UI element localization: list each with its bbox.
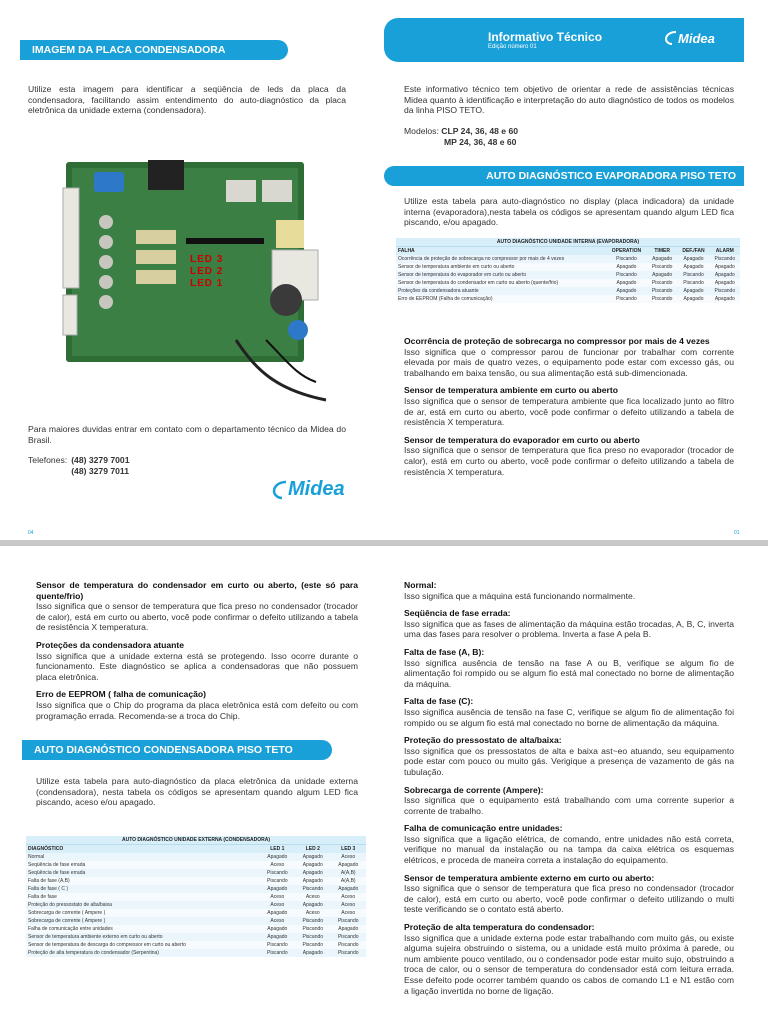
section-title: Sensor de temperatura ambiente em curto ou aberto (404, 385, 618, 396)
section (404, 696, 734, 728)
cond-table-cell: Aceso (331, 853, 367, 861)
evap-table-header-2: TIMER (647, 247, 677, 255)
cond-table-cell: Aceso (295, 893, 330, 901)
evap-table-cell: Apagado (677, 287, 709, 295)
cond-table-row (26, 949, 366, 957)
evap-table-row (396, 287, 740, 295)
cond-table-cell: Apagado (295, 853, 330, 861)
evap-table-header-0: FALHA (396, 247, 606, 255)
cond-table-row (26, 877, 366, 885)
phones-label: Telefones: (28, 455, 68, 466)
cond-table-cell: Apagado (295, 901, 330, 909)
cond-table-cell: Aceso (260, 917, 295, 925)
cond-table-cell: Piscando (260, 941, 295, 949)
page-2 (0, 546, 768, 1024)
section (404, 785, 734, 817)
cond-table-cell: Sensor de temperatura ambiente externo em curto ou aberto (26, 933, 260, 941)
cond-table-caption: AUTO DIAGNÓSTICO UNIDADE EXTERNA (CONDENSADORA) (26, 836, 366, 845)
cond-banner-label: AUTO DIAGNÓSTICO CONDENSADORA PISO TETO (34, 744, 293, 756)
evap-table-row (396, 255, 740, 263)
evap-table-cell: Apagado (710, 271, 740, 279)
footer-logo (272, 478, 345, 501)
contact (28, 424, 346, 476)
evap-table-header-1: OPERATION (606, 247, 647, 255)
section-title: Ocorrência de proteção de sobrecarga no compressor por mais de 4 vezes (404, 336, 710, 346)
cond-table-cell: Proteção do pressostato de alta/baixa (26, 901, 260, 909)
section (404, 435, 734, 477)
section-title: Sobrecarga de corrente (Ampere): (404, 784, 544, 795)
section-title: Proteção do pressostato de alta/baixa: (404, 735, 562, 746)
footer-logo-text: Midea (288, 478, 345, 500)
cond-banner (22, 740, 332, 760)
evap-table-cell: Apagado (606, 263, 647, 271)
cond-table-cell: Aceso (331, 901, 367, 909)
placa-banner-label: IMAGEM DA PLACA CONDENSADORA (32, 44, 226, 56)
cond-table-cell: Apagado (331, 885, 367, 893)
cond-table-cell: Piscando (260, 869, 295, 877)
intro-left (28, 84, 346, 116)
contact-text: Para maiores duvidas entrar em contato com o departamento técnico da Midea do Brasil. (28, 424, 346, 445)
section-body: Isso significa que o sensor de temperatura ambiente que fica localizado junto ao filtro de ar, está em curto ou aberto, você pode confirmar o defeito utilizando a tabela de resistência X temperatura. (404, 395, 734, 428)
section-body: Isso significa que a ligação elétrica, de comando, entre unidades não está correta, verifique no manual da instalação ou na tampa da caixa elétrica os esquemas elétricos, e proceda de maneira correta a instalação do equipamento. (404, 833, 734, 866)
evap-table-cell: Piscando (647, 263, 677, 271)
header-subtitle: Edição número 01 (488, 44, 537, 50)
evap-banner-label: AUTO DIAGNÓSTICO EVAPORADORA PISO TETO (486, 170, 736, 182)
cond-table-cell: Piscando (295, 885, 330, 893)
section (404, 580, 734, 601)
header-title: Informativo Técnico (488, 30, 603, 44)
section-title: Erro de EEPROM ( falha de comunicação) (36, 689, 207, 700)
cond-table-cell: Aceso (260, 901, 295, 909)
section (404, 336, 734, 378)
cond-table-cell: A(A,B) (331, 869, 367, 877)
cond-table-cell: Sobrecarga de corrente ( Ampere ) (26, 909, 260, 917)
evap-table-cell: Piscando (677, 271, 709, 279)
section-body: Isso significa que o sensor de temperatura que fica preso no evaporador (trocador de calor), está em curto ou aberto, você pode confirmar o defeito utilizando a tabela de resistência X temperatura. (404, 445, 734, 477)
cond-table-cell: Piscando (295, 933, 330, 941)
evap-table-header-3: DEF./FAN (677, 247, 709, 255)
led-3-label: LED 3 (190, 254, 224, 265)
cond-table-cell: Falha de comunicação entre unidades (26, 925, 260, 933)
cond-table-row (26, 917, 366, 925)
models-line-2: MP 24, 36, 48 e 60 (444, 136, 517, 147)
evap-banner (384, 166, 744, 186)
models (404, 126, 734, 147)
section-body: Isso significa que os pressostatos de alta e baixa ast~eo atuando, seu equipamento pode estar com pouco ou muito gás. Verigique a presença de vazamento de gás na tubulação. (404, 745, 734, 777)
cond-table-row (26, 901, 366, 909)
evap-table-row (396, 295, 740, 303)
p2-right (404, 580, 734, 1003)
cond-table-cell: Piscando (260, 949, 295, 957)
cond-table (26, 836, 366, 957)
cond-table-row (26, 941, 366, 949)
evap-table-cell: Apagado (647, 271, 677, 279)
section-title: Proteções da condensadora atuante (36, 639, 185, 650)
phone-1: (48) 3279 7001 (71, 455, 130, 466)
cond-table-row (26, 925, 366, 933)
cond-table-cell: Apagado (295, 869, 330, 877)
evap-table-cell: Apagado (606, 287, 647, 295)
cond-table-cell: Piscando (295, 941, 330, 949)
section (404, 608, 734, 640)
cond-table-cell: Seqüência de fase errada (26, 861, 260, 869)
cond-table-cell: Apagado (331, 925, 367, 933)
evap-table-cell: Piscando (647, 295, 677, 303)
evap-table-cell: Piscando (606, 255, 647, 263)
evap-explanations (404, 336, 734, 484)
p2-left-top (36, 580, 358, 728)
evap-table-cell: Proteções da condensadora atuante (396, 287, 606, 295)
cond-table-row (26, 869, 366, 877)
cond-table-row (26, 933, 366, 941)
cond-table-cell: A(A,B) (331, 877, 367, 885)
evap-table-cell: Sensor de temperatura ambiente em curto ou aberto (396, 263, 606, 271)
evap-table (396, 238, 740, 303)
cond-table-cell: Seqüência de fase errada (26, 869, 260, 877)
cond-table-cell: Apagado (295, 949, 330, 957)
cond-table-row (26, 909, 366, 917)
cond-table-row (26, 853, 366, 861)
evap-table-row (396, 263, 740, 271)
placa-banner (20, 40, 288, 60)
section-body: Isso significa que as fases de alimentação da máquina estão trocadas, A, B, C, inverta uma das fases para resolver o problema. Inverta a fase A pela B. (404, 618, 734, 640)
evap-table-cell: Apagado (710, 263, 740, 271)
evap-table-cell: Apagado (677, 295, 709, 303)
evap-table-cell: Piscando (677, 279, 709, 287)
evap-table-row (396, 279, 740, 287)
evap-table-cell: Ocorrência de proteção de sobrecarga no compressor por mais de 4 vezes (396, 255, 606, 263)
phone-2: (48) 3279 7011 (71, 465, 130, 476)
header-logo (664, 30, 715, 46)
evap-table-cell: Piscando (710, 287, 740, 295)
cond-table-cell: Piscando (295, 917, 330, 925)
section (404, 735, 734, 777)
header-logo-text: Midea (678, 30, 715, 46)
section-body: Isso significa que o compressor parou de funcionar por trabalhar com corrente elevada por mais de quatro vezes, o equipamento pode estar com excesso gás, ou trabalhando em baixa tensão, ou sua alimentação está sub-dimencionada. (404, 346, 734, 378)
section (404, 647, 734, 689)
led-2-label: LED 2 (190, 266, 224, 277)
section-title: Sensor de temperatura ambiente externo em curto ou aberto: (404, 872, 655, 883)
section-title: Falta de fase (A, B): (404, 646, 485, 657)
section-body: Isso significa que a unidade externa está se protegendo. Isso ocorre durante o funcionamento. Este diagnóstico se aplica a condensadoras que não possuem placa eletrônica. (36, 650, 358, 682)
section-title: Normal: (404, 580, 437, 590)
cond-table-cell: Piscando (331, 917, 367, 925)
evap-table-cell: Apagado (677, 255, 709, 263)
cond-table-cell: Normal (26, 853, 260, 861)
cond-table-cell: Proteção de alta temperatura do condensador (Serpentina) (26, 949, 260, 957)
section (404, 873, 734, 915)
evap-table-cell: Apagado (710, 295, 740, 303)
section-body: Isso significa que a unidade externa pode estar trabalhando com muito gás, ou existe alguma sujeira obstruindo o sistema, ou a unidade está muito próxima à parede, ou num ambiente pouco ventilado, ou o condensador pode estar muito sujo, obstruindo a troca de calor, ou o sensor de temperatura do condensador está com leitura errada. Esse defeito pode ocorrer também quando os cabos de comando L1 e N1 estão com a ligação invertida no borne de ligação. (404, 932, 734, 996)
evap-table-cell: Piscando (647, 287, 677, 295)
cond-table-cell: Piscando (295, 925, 330, 933)
cond-table-cell: Apagado (260, 933, 295, 941)
cond-table-cell: Falta de fase (A,B) (26, 877, 260, 885)
section-title: Sensor de temperatura do evaporador em curto ou aberto (404, 434, 640, 445)
section (36, 689, 358, 721)
evap-table-cell: Piscando (647, 279, 677, 287)
section-body: Isso significa que o sensor de temperatura que fica preso no condensador (trocador de calor), está em curto ou aberto, você pode confirmar o defeito utilizando a tabela de resistência X temperatura. (36, 601, 358, 633)
page-number-right: 01 (734, 530, 740, 536)
intro-right-text: Este informativo técnico tem objetivo de orientar a rede de assistências técnicas Midea quanto à identificação e interpretação do auto diagnóstico de todos os modelos da linha PISO TETO. (404, 84, 734, 116)
section-title: Proteção de alta temperatura do condensador: (404, 922, 595, 933)
evap-table-row (396, 271, 740, 279)
models-line-1: CLP 24, 36, 48 e 60 (441, 126, 519, 136)
section-title: Falta de fase (C): (404, 696, 474, 707)
cond-table-cell: Aceso (331, 893, 367, 901)
cond-table-cell: Apagado (331, 861, 367, 869)
section (404, 385, 734, 427)
cond-intro (36, 776, 358, 808)
evap-table-cell: Apagado (710, 279, 740, 287)
cond-table-header-1: LED 1 (260, 845, 295, 853)
cond-table-row (26, 885, 366, 893)
evap-table-cell: Apagado (606, 279, 647, 287)
section (36, 640, 358, 682)
evap-table-cell: Apagado (647, 255, 677, 263)
evap-table-cell: Piscando (710, 255, 740, 263)
cond-table-cell: Piscando (331, 949, 367, 957)
evap-table-cell: Piscando (606, 295, 647, 303)
cond-table-header-3: LED 3 (331, 845, 367, 853)
evap-intro (404, 196, 734, 228)
cond-table-row (26, 861, 366, 869)
cond-table-cell: Piscando (331, 941, 367, 949)
evap-table-cell: Sensor de temperatura do condensador em curto ou aberto (quente/frio) (396, 279, 606, 287)
cond-table-cell: Falta de fase ( C ) (26, 885, 260, 893)
cond-table-header-2: LED 2 (295, 845, 330, 853)
section-body: Isso significa que o Chip do programa da placa eletrônica está com defeito ou com programação errada. Recomenda-se a troca do Chip. (36, 699, 358, 721)
cond-table-cell: Apagado (295, 861, 330, 869)
models-label: Modelos: (404, 126, 439, 136)
section-title: Falha de comunicação entre unidades: (404, 823, 563, 834)
led-1-label: LED 1 (190, 278, 224, 289)
section (36, 580, 358, 633)
section (404, 922, 734, 996)
cond-table-cell: Apagado (295, 877, 330, 885)
cond-table-cell: Aceso (260, 893, 295, 901)
cond-table-cell: Apagado (260, 925, 295, 933)
cond-table-row (26, 893, 366, 901)
cond-table-cell: Sensor de temperatura de descarga do compressor em curto ou aberto (26, 941, 260, 949)
cond-table-cell: Aceso (260, 861, 295, 869)
intro-right (404, 84, 734, 116)
midea-swoosh-icon (664, 30, 678, 46)
evap-table-header-4: ALARM (710, 247, 740, 255)
cond-table-cell: Apagado (260, 909, 295, 917)
section-body: Isso significa ausência de tensão na fase C, verifique se algum fio de alimentação foi rompido ou se algum fio está mal conectado no borne de alimentação da máquina. (404, 706, 734, 728)
section-body: Isso significa que a máquina está funcionando normalmente. (404, 590, 636, 601)
led-labels (190, 254, 223, 290)
evap-table-cell: Erro de EEPROM (Falha de comunicação) (396, 295, 606, 303)
cond-table-cell: Apagado (260, 885, 295, 893)
cond-table-cell: Piscando (260, 877, 295, 885)
section-title: Sensor de temperatura do condensador em curto ou aberto, (este só para quente/frio) (36, 580, 358, 601)
section-body: Isso significa ausência de tensão na fase A ou B, verifique se algum fio de alimentação foi rompido ou se algum fio está mal conectado no borne de alimentação da máquina. (404, 657, 734, 689)
section-body: Isso significa que o sensor de temperatura que fica preso no condensador (trocador de calor), está em curto ou aberto, você pode confirmar o defeito utilizando o multi teste verificando se o contato está aberto. (404, 883, 734, 915)
section (404, 823, 734, 865)
cond-table-cell: Falta de fase (26, 893, 260, 901)
cond-table-cell: Sobrecarga de corrente ( Ampere ) (26, 917, 260, 925)
midea-swoosh-icon (272, 479, 288, 501)
section-title: Seqüência de fase errada: (404, 608, 511, 619)
cond-table-cell: Aceso (295, 909, 330, 917)
evap-table-cell: Piscando (606, 271, 647, 279)
evap-intro-text: Utilize esta tabela para auto-diagnóstico no display (placa indicadora) da unidade interna (evaporadora),nesta tabela os códigos se apresentam quando algum LED fica piscando, e/ou apagado. (404, 196, 734, 228)
evap-table-cell: Sensor de temperatura do evaporador em curto ou aberto (396, 271, 606, 279)
evap-table-caption: AUTO DIAGNÓSTICO UNIDADE INTERNA (EVAPORADORA) (396, 238, 740, 247)
section-body: Isso significa que o equipamento está trabalhando com uma corrente superior a corrente de trabalho. (404, 795, 734, 816)
cond-table-cell: Piscando (331, 933, 367, 941)
condensadora-board-image (36, 150, 336, 412)
page-number-left: 04 (28, 530, 34, 536)
cond-table-cell: Aceso (331, 909, 367, 917)
evap-table-cell: Apagado (677, 263, 709, 271)
intro-left-text: Utilize esta imagem para identificar a seqüência de leds da placa da condensadora, facilitando assim entendimento do auto-diagnóstico da placa eletrônica da unidade externa (condensadora). (28, 84, 346, 116)
cond-table-cell: Apagado (260, 853, 295, 861)
cond-intro-text: Utilize esta tabela para auto-diagnóstico da placa eletrônica da unidade externa (condensadora), nesta tabela os códigos se apresentam quando algum LED fica piscando, aceso e/ou apagado. (36, 776, 358, 808)
cond-table-header-0: DIAGNÓSTICO (26, 845, 260, 853)
